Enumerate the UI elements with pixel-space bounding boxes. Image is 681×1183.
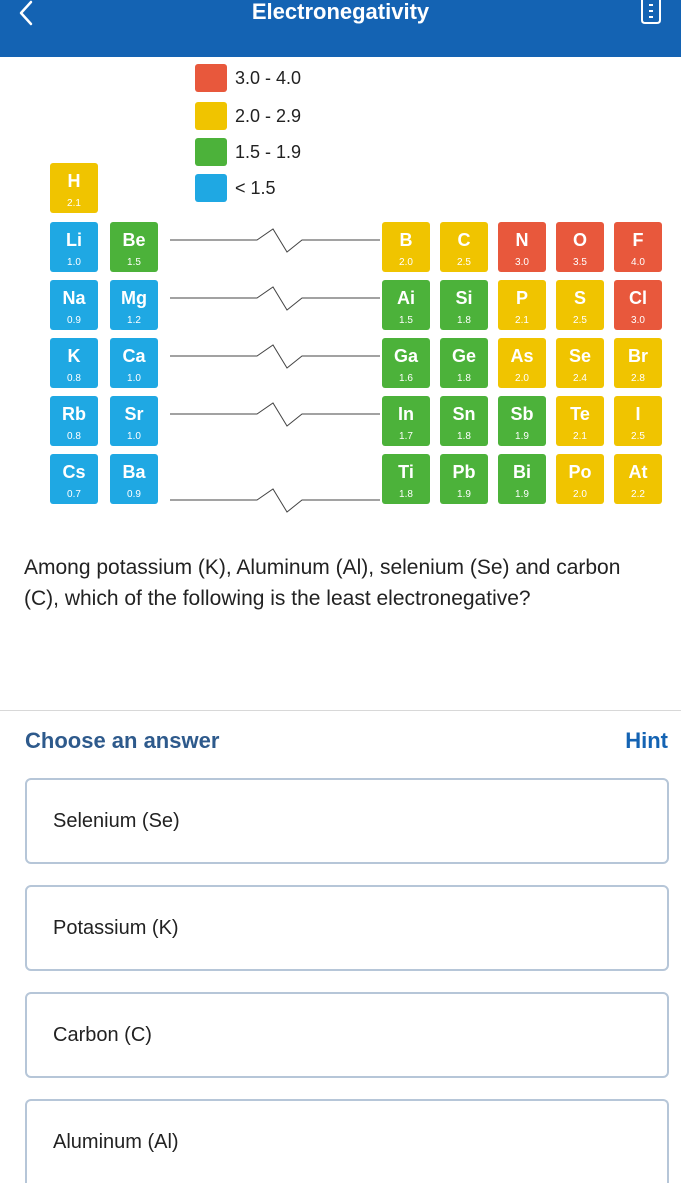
element-value: 2.2 (631, 489, 645, 500)
element-value: 1.8 (457, 431, 471, 442)
element-cell-Br (614, 338, 662, 388)
element-symbol: Pb (452, 462, 476, 482)
element-cell-Sb (498, 396, 546, 446)
page-title: Electronegativity (251, 0, 430, 24)
element-symbol: Na (62, 288, 86, 308)
element-value: 0.8 (67, 431, 81, 442)
element-symbol: In (398, 404, 414, 424)
element-cell-Te (556, 396, 604, 446)
element-cell-Be (110, 222, 158, 272)
element-value: 0.9 (127, 489, 141, 500)
legend-label: 2.0 - 2.9 (235, 106, 302, 126)
element-symbol: S (573, 288, 586, 308)
element-symbol: Ge (451, 346, 476, 366)
element-cell-Pb (440, 454, 488, 504)
element-value: 1.8 (457, 315, 471, 326)
list-icon (638, 0, 664, 24)
element-value: 1.7 (399, 431, 413, 442)
answer-option-label: Selenium (Se) (53, 810, 180, 832)
element-value: 1.9 (457, 489, 471, 500)
divider (0, 710, 681, 711)
element-cell-C (440, 222, 488, 272)
element-symbol: Br (627, 346, 648, 366)
table-gap-lines (165, 225, 385, 515)
element-symbol: Ba (122, 462, 146, 482)
element-cell-Rb (50, 396, 98, 446)
element-symbol: B (399, 230, 413, 250)
hint-button[interactable]: Hint (625, 728, 668, 753)
choose-answer-label: Choose an answer (25, 728, 220, 753)
element-value: 1.0 (127, 373, 141, 384)
element-symbol: Po (568, 462, 592, 482)
element-cell-F (614, 222, 662, 272)
element-value: 2.0 (515, 373, 529, 384)
element-cell-Cl (614, 280, 662, 330)
element-cell-I (614, 396, 662, 446)
element-value: 1.9 (515, 489, 529, 500)
element-value: 2.5 (573, 315, 587, 326)
element-symbol: Cs (62, 462, 86, 482)
element-cell-In (382, 396, 430, 446)
element-cell-Po (556, 454, 604, 504)
element-value: 2.5 (457, 257, 471, 268)
element-symbol: Rb (62, 404, 86, 424)
element-cell-Ge (440, 338, 488, 388)
element-cell-Mg (110, 280, 158, 330)
element-cell-K (50, 338, 98, 388)
element-symbol: Mg (121, 288, 147, 308)
answer-option-selenium[interactable] (25, 778, 669, 864)
element-symbol: H (67, 171, 81, 191)
element-value: 1.5 (399, 315, 413, 326)
element-cell-At (614, 454, 662, 504)
element-symbol: I (635, 404, 641, 424)
element-value: 3.0 (515, 257, 529, 268)
question-text: Among potassium (K), Aluminum (Al), selenium (Se) and carbon (C), which of the following is the least electronegative? (24, 556, 621, 610)
answer-option-label: Potassium (K) (53, 917, 179, 939)
element-symbol: Ai (397, 288, 415, 308)
element-symbol: Sb (510, 404, 534, 424)
element-cell-Li (50, 222, 98, 272)
element-value: 2.0 (399, 257, 413, 268)
element-cell-N (498, 222, 546, 272)
element-cell-B (382, 222, 430, 272)
legend-swatch (195, 64, 227, 92)
element-symbol: Ca (122, 346, 146, 366)
legend-label: 3.0 - 4.0 (235, 68, 302, 88)
answer-option-potassium[interactable] (25, 885, 669, 971)
element-cell-H (50, 163, 98, 213)
element-value: 2.0 (573, 489, 587, 500)
element-value: 3.5 (573, 257, 587, 268)
element-value: 4.0 (631, 257, 645, 268)
element-value: 0.8 (67, 373, 81, 384)
element-cell-S (556, 280, 604, 330)
element-symbol: At (628, 462, 648, 482)
element-symbol: F (632, 230, 644, 250)
answer-option-label: Carbon (C) (53, 1024, 152, 1046)
element-value: 1.8 (399, 489, 413, 500)
element-value: 1.0 (67, 257, 81, 268)
menu-button[interactable] (638, 0, 664, 24)
element-cell-Ba (110, 454, 158, 504)
element-value: 0.7 (67, 489, 81, 500)
element-value: 2.8 (631, 373, 645, 384)
answer-option-carbon[interactable] (25, 992, 669, 1078)
element-value: 2.1 (67, 198, 81, 209)
element-symbol: Sr (124, 404, 144, 424)
legend-swatch (195, 174, 227, 202)
element-cell-Ca (110, 338, 158, 388)
element-value: 0.9 (67, 315, 81, 326)
element-symbol: Be (122, 230, 146, 250)
legend-label: < 1.5 (235, 178, 276, 198)
element-cell-Al (382, 280, 430, 330)
element-cell-Ga (382, 338, 430, 388)
element-value: 2.1 (573, 431, 587, 442)
element-value: 1.5 (127, 257, 141, 268)
element-symbol: Se (568, 346, 592, 366)
element-symbol: Ti (398, 462, 414, 482)
element-symbol: Te (570, 404, 590, 424)
element-symbol: C (457, 230, 471, 250)
element-value: 3.0 (631, 315, 645, 326)
element-symbol: O (572, 230, 587, 250)
element-symbol: Si (455, 288, 473, 308)
element-value: 1.9 (515, 431, 529, 442)
element-cell-Se (556, 338, 604, 388)
legend-swatch (195, 138, 227, 166)
answer-option-aluminum[interactable] (25, 1099, 669, 1183)
element-cell-As (498, 338, 546, 388)
legend-swatch (195, 102, 227, 130)
element-value: 1.8 (457, 373, 471, 384)
element-cell-Ti (382, 454, 430, 504)
legend-label: 1.5 - 1.9 (235, 142, 302, 162)
element-cell-Sr (110, 396, 158, 446)
element-symbol: Sn (452, 404, 476, 424)
top-bar (0, 0, 681, 57)
element-cell-Na (50, 280, 98, 330)
element-symbol: Bi (513, 462, 531, 482)
element-symbol: Cl (629, 288, 647, 308)
element-symbol: As (510, 346, 534, 366)
element-cell-Si (440, 280, 488, 330)
element-value: 1.6 (399, 373, 413, 384)
element-symbol: P (515, 288, 528, 308)
element-symbol: N (515, 230, 529, 250)
element-symbol: Ga (393, 346, 418, 366)
element-value: 1.0 (127, 431, 141, 442)
element-value: 2.4 (573, 373, 587, 384)
element-symbol: K (67, 346, 81, 366)
element-value: 2.5 (631, 431, 645, 442)
element-cell-P (498, 280, 546, 330)
element-cell-Bi (498, 454, 546, 504)
element-cell-Cs (50, 454, 98, 504)
answer-option-label: Aluminum (Al) (53, 1131, 179, 1153)
element-value: 1.2 (127, 315, 141, 326)
element-symbol: Li (66, 230, 82, 250)
element-cell-O (556, 222, 604, 272)
element-cell-Sn (440, 396, 488, 446)
element-value: 2.1 (515, 315, 529, 326)
